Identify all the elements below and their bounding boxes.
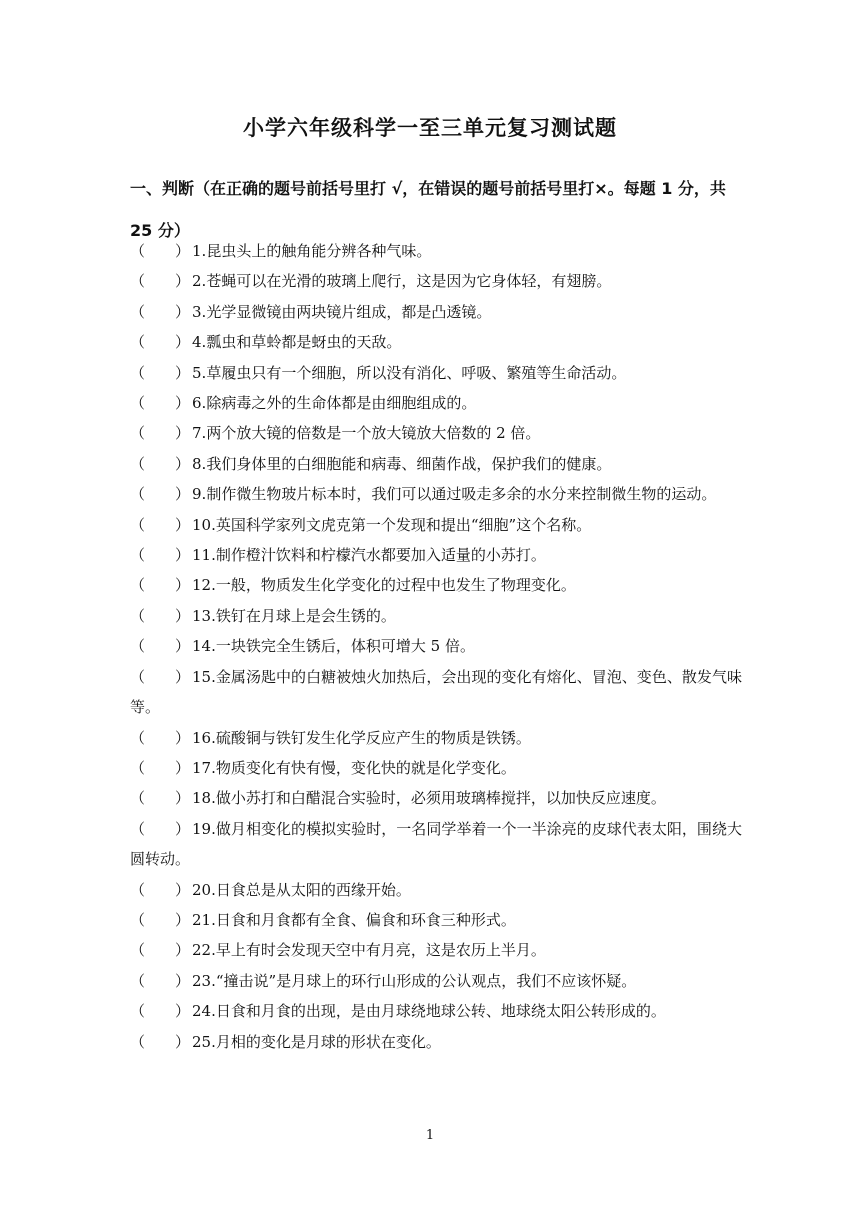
question-number: 7. — [192, 424, 207, 443]
answer-bracket[interactable]: （ ） — [130, 910, 191, 929]
page-title: 小学六年级科学一至三单元复习测试题 — [243, 116, 617, 140]
question-text: 日食总是从太阳的西缘开始。 — [215, 880, 411, 899]
page-number: 1 — [425, 1128, 435, 1143]
answer-bracket[interactable]: （ ） — [130, 971, 191, 990]
section-heading: 一、判断（在正确的题号前括号里打 √，在错误的题号前括号里打×。每题 1 分，共 25 分） — [130, 179, 726, 240]
answer-bracket[interactable]: （ ） — [130, 819, 191, 838]
question-text: 做小苏打和白醋混合实验时，必须用玻璃棒搅拌，以加快反应速度。 — [215, 789, 666, 808]
question-number: 12. — [192, 576, 216, 595]
question-text: 金属汤匙中的白糖被烛火加热后，会出现的变化有熔化、冒泡、变色、散发气味等。 — [130, 667, 742, 717]
answer-bracket[interactable]: （ ） — [130, 546, 191, 565]
answer-bracket[interactable]: （ ） — [130, 606, 191, 625]
question-text: 除病毒之外的生命体都是由细胞组成的。 — [206, 394, 477, 413]
question-text: 苍蝇可以在光滑的玻璃上爬行，这是因为它身体轻，有翅膀。 — [206, 272, 612, 291]
question-number: 11. — [192, 546, 216, 565]
question-text: 日食和月食的出现，是由月球绕地球公转、地球绕太阳公转形成的。 — [215, 1002, 666, 1021]
answer-bracket[interactable]: （ ） — [130, 424, 191, 443]
question-item — [130, 875, 742, 905]
answer-bracket[interactable]: （ ） — [130, 1002, 191, 1021]
question-item — [130, 905, 742, 935]
answer-bracket[interactable]: （ ） — [130, 515, 191, 534]
question-item — [130, 631, 742, 661]
question-text: 月相的变化是月球的形状在变化。 — [215, 1032, 441, 1051]
question-number: 17. — [192, 758, 216, 777]
question-item — [130, 935, 742, 965]
question-number: 9. — [192, 485, 207, 504]
question-number: 2. — [192, 272, 207, 291]
question-number: 22. — [192, 941, 216, 960]
question-text: 日食和月食都有全食、偏食和环食三种形式。 — [215, 910, 516, 929]
question-item — [130, 358, 742, 388]
question-text: 两个放大镜的倍数是一个放大镜放大倍数的 2 倍。 — [206, 424, 541, 443]
question-item — [130, 236, 742, 266]
question-text: 制作微生物玻片标本时，我们可以通过吸走多余的水分来控制微生物的运动。 — [206, 485, 717, 504]
answer-bracket[interactable]: （ ） — [130, 941, 191, 960]
question-number: 5. — [192, 363, 207, 382]
answer-bracket[interactable]: （ ） — [130, 394, 191, 413]
question-item — [130, 783, 742, 813]
question-text: 我们身体里的白细胞能和病毒、细菌作战，保护我们的健康。 — [206, 454, 612, 473]
question-number: 1. — [192, 242, 207, 260]
question-item — [130, 266, 742, 296]
question-text: 做月相变化的模拟实验时，一名同学举着一个一半涂亮的皮球代表太阳，围绕大圆转动。 — [130, 819, 742, 869]
question-item — [130, 723, 742, 753]
question-text: 昆虫头上的触角能分辨各种气味。 — [206, 242, 432, 260]
answer-bracket[interactable]: （ ） — [130, 272, 191, 291]
question-item — [130, 418, 742, 448]
question-text: 早上有时会发现天空中有月亮，这是农历上半月。 — [215, 941, 546, 960]
question-item — [130, 510, 742, 540]
question-item — [130, 966, 742, 996]
question-number: 19. — [192, 819, 216, 838]
question-item — [130, 814, 742, 875]
answer-bracket[interactable]: （ ） — [130, 242, 191, 260]
answer-bracket[interactable]: （ ） — [130, 758, 191, 777]
answer-bracket[interactable]: （ ） — [130, 728, 191, 747]
question-number: 10. — [192, 515, 216, 534]
question-number: 21. — [192, 910, 216, 929]
question-text: 瓢虫和草蛉都是蚜虫的天敌。 — [206, 333, 402, 352]
question-number: 15. — [192, 667, 216, 686]
question-item — [130, 753, 742, 783]
question-text: 物质变化有快有慢，变化快的就是化学变化。 — [215, 758, 516, 777]
answer-bracket[interactable]: （ ） — [130, 333, 191, 352]
question-text: 草履虫只有一个细胞，所以没有消化、呼吸、繁殖等生命活动。 — [206, 363, 627, 382]
answer-bracket[interactable]: （ ） — [130, 880, 191, 899]
question-item — [130, 601, 742, 631]
question-number: 3. — [192, 302, 207, 321]
question-text: 制作橙汁饮料和柠檬汽水都要加入适量的小苏打。 — [215, 546, 546, 565]
question-item — [130, 327, 742, 357]
question-number: 25. — [192, 1032, 216, 1051]
question-list — [130, 236, 742, 1057]
question-item — [130, 1027, 742, 1057]
question-number: 13. — [192, 606, 216, 625]
answer-bracket[interactable]: （ ） — [130, 454, 191, 473]
question-item — [130, 540, 742, 570]
question-item — [130, 297, 742, 327]
question-item — [130, 449, 742, 479]
question-number: 8. — [192, 454, 207, 473]
answer-bracket[interactable]: （ ） — [130, 485, 191, 504]
question-item — [130, 388, 742, 418]
question-number: 18. — [192, 789, 216, 808]
question-number: 16. — [192, 728, 216, 747]
answer-bracket[interactable]: （ ） — [130, 302, 191, 321]
answer-bracket[interactable]: （ ） — [130, 1032, 191, 1051]
answer-bracket[interactable]: （ ） — [130, 667, 191, 686]
question-item — [130, 996, 742, 1026]
question-item — [130, 479, 742, 509]
question-number: 20. — [192, 880, 216, 899]
question-number: 24. — [192, 1002, 216, 1021]
answer-bracket[interactable]: （ ） — [130, 789, 191, 808]
question-number: 4. — [192, 333, 207, 352]
answer-bracket[interactable]: （ ） — [130, 637, 191, 656]
question-text: 英国科学家列文虎克第一个发现和提出“细胞”这个名称。 — [215, 515, 592, 534]
question-text: 光学显微镜由两块镜片组成，都是凸透镜。 — [206, 302, 492, 321]
question-item — [130, 662, 742, 723]
question-text: 铁钉在月球上是会生锈的。 — [215, 606, 396, 625]
question-number: 6. — [192, 394, 207, 413]
answer-bracket[interactable]: （ ） — [130, 363, 191, 382]
answer-bracket[interactable]: （ ） — [130, 576, 191, 595]
question-text: 硫酸铜与铁钉发生化学反应产生的物质是铁锈。 — [215, 728, 531, 747]
question-text: 一块铁完全生锈后，体积可增大 5 倍。 — [215, 637, 475, 656]
question-text: 一般，物质发生化学变化的过程中也发生了物理变化。 — [215, 576, 576, 595]
question-number: 14. — [192, 637, 216, 656]
question-item — [130, 570, 742, 600]
question-number: 23. — [192, 971, 216, 990]
question-text: “撞击说”是月球上的环行山形成的公认观点，我们不应该怀疑。 — [215, 971, 637, 990]
